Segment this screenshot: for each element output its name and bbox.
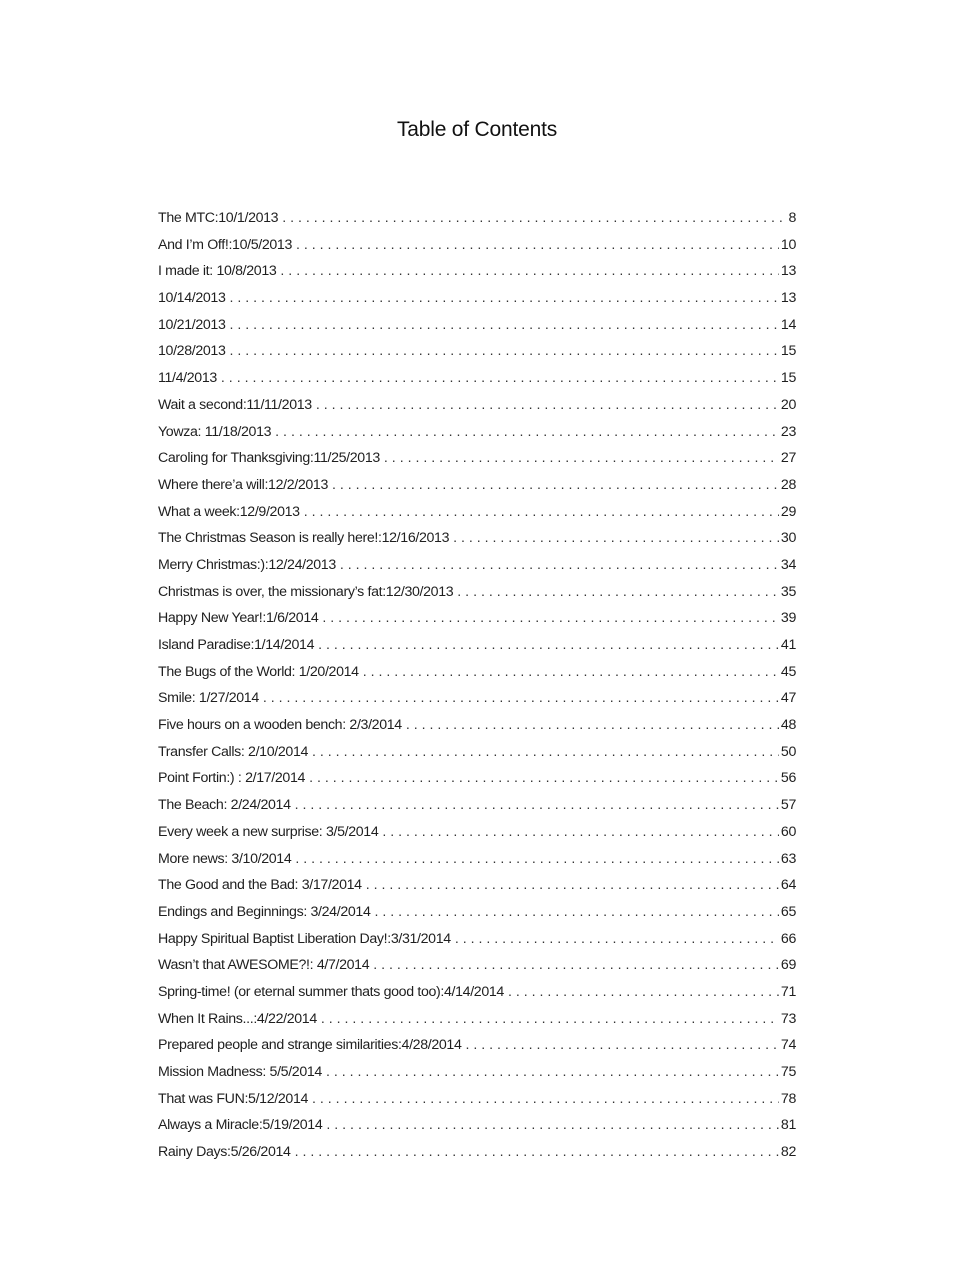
toc-entry-page-number: 75 (780, 1064, 796, 1080)
toc-entry-title: Point Fortin:) : 2/17/2014 (158, 770, 306, 787)
dot-leader (295, 1144, 779, 1160)
toc-entry[interactable] (158, 397, 796, 424)
toc-entry-page-number: 41 (780, 637, 796, 653)
dot-leader (374, 904, 778, 920)
dot-leader (340, 557, 779, 573)
toc-entry[interactable] (158, 1117, 796, 1144)
toc-entry-page-number: 50 (780, 743, 796, 760)
toc-entry-page-number: 65 (780, 903, 796, 920)
toc-entry-page-number: 73 (780, 1010, 796, 1027)
toc-entry[interactable] (158, 1144, 796, 1171)
dot-leader (363, 664, 779, 680)
toc-entry-page-number: 20 (780, 396, 796, 413)
toc-entry-title: Yowza: 11/18/2013 (158, 423, 272, 440)
dot-leader (312, 1091, 779, 1107)
dot-leader (384, 450, 779, 466)
toc-entry[interactable] (158, 1091, 796, 1118)
toc-entry-title: The Good and the Bad: 3/17/2014 (158, 877, 362, 894)
toc-entry-page-number: 14 (780, 316, 796, 333)
dot-leader (280, 263, 778, 279)
toc-entry[interactable] (158, 1011, 796, 1038)
toc-entry[interactable] (158, 690, 796, 717)
toc-entry[interactable] (158, 957, 796, 984)
toc-entry-page-number: 74 (780, 1037, 796, 1054)
toc-entry-title: Wait a second:11/11/2013 (158, 396, 312, 413)
toc-entry-page-number: 27 (780, 450, 796, 467)
toc-entry[interactable] (158, 610, 796, 637)
toc-entry[interactable] (158, 877, 796, 904)
toc-entry-page-number: 82 (780, 1144, 796, 1161)
toc-entry-title: The Bugs of the World: 1/20/2014 (158, 663, 359, 680)
toc-entry-page-number: 63 (780, 850, 796, 867)
dot-leader (457, 584, 779, 600)
dot-leader (282, 210, 786, 226)
dot-leader (318, 637, 779, 653)
dot-leader (466, 1037, 779, 1053)
toc-entry[interactable] (158, 717, 796, 744)
dot-leader (304, 504, 779, 520)
toc-entry-page-number: 47 (780, 690, 796, 707)
toc-entry-page-number: 35 (780, 583, 796, 600)
toc-entry[interactable] (158, 237, 796, 264)
toc-entry[interactable] (158, 744, 796, 771)
dot-leader (326, 1117, 779, 1133)
toc-entry[interactable] (158, 370, 796, 397)
toc-entry[interactable] (158, 584, 796, 611)
toc-entry[interactable] (158, 290, 796, 317)
toc-entry-title: Transfer Calls: 2/10/2014 (158, 743, 309, 760)
toc-entry[interactable] (158, 450, 796, 477)
dot-leader (508, 984, 779, 1000)
toc-entry-page-number: 15 (780, 370, 796, 387)
toc-entry-title: Christmas is over, the missionary’s fat:12/30/2013 (158, 583, 454, 600)
toc-entry-page-number: 39 (780, 610, 796, 627)
page-title: Table of Contents (396, 118, 558, 141)
toc-entry-title: Wasn’t that AWESOME?!: 4/7/2014 (158, 957, 370, 974)
toc-entry[interactable] (158, 904, 796, 931)
toc-entry-title: Smile: 1/27/2014 (158, 690, 259, 707)
toc-entry[interactable] (158, 664, 796, 691)
dot-leader (312, 744, 779, 760)
dot-leader (275, 424, 779, 440)
toc-entry-page-number: 15 (780, 343, 796, 360)
toc-entry-title: And I’m Off!:10/5/2013 (158, 236, 293, 253)
toc-entry-title: Merry Christmas:):12/24/2013 (158, 556, 336, 573)
toc-entry-title: Every week a new surprise: 3/5/2014 (158, 823, 379, 840)
toc-entry-page-number: 30 (780, 530, 796, 547)
toc-entry[interactable] (158, 1037, 796, 1064)
toc-entry-page-number: 13 (780, 290, 796, 307)
dot-leader (263, 690, 779, 706)
toc-entry-title: I made it: 10/8/2013 (158, 263, 277, 280)
toc-entry-title: The Beach: 2/24/2014 (158, 797, 291, 814)
toc-entry-title: Happy New Year!:1/6/2014 (158, 610, 319, 627)
toc-entry-title: Where there’a will:12/2/2013 (158, 476, 329, 493)
toc-list (158, 210, 796, 1171)
toc-entry[interactable] (158, 797, 796, 824)
dot-leader (366, 877, 779, 893)
toc-entry-page-number: 23 (780, 423, 796, 440)
dot-leader (326, 1064, 779, 1080)
toc-entry-page-number: 57 (780, 797, 796, 814)
toc-entry-page-number: 34 (780, 556, 796, 573)
toc-entry[interactable] (158, 931, 796, 958)
toc-entry[interactable] (158, 824, 796, 851)
toc-entry-title: Caroling for Thanksgiving:11/25/2013 (158, 450, 380, 467)
toc-entry-page-number: 8 (788, 210, 796, 226)
toc-entry-page-number: 10 (780, 236, 796, 253)
toc-entry-title: More news: 3/10/2014 (158, 850, 292, 867)
toc-entry-page-number: 69 (780, 957, 796, 974)
toc-entry[interactable] (158, 984, 796, 1011)
dot-leader (309, 770, 779, 786)
toc-entry[interactable] (158, 477, 796, 504)
toc-entry[interactable] (158, 770, 796, 797)
toc-entry[interactable] (158, 210, 796, 237)
toc-entry-title: Endings and Beginnings: 3/24/2014 (158, 903, 371, 920)
toc-entry-page-number: 81 (780, 1117, 796, 1134)
toc-entry[interactable] (158, 424, 796, 451)
toc-entry[interactable] (158, 557, 796, 584)
toc-entry-title: The Christmas Season is really here!:12/16/2013 (158, 530, 450, 547)
toc-entry-page-number: 13 (780, 263, 796, 280)
dot-leader (322, 610, 779, 626)
toc-entry-title: When It Rains...:4/22/2014 (158, 1010, 317, 1027)
toc-entry-page-number: 78 (780, 1090, 796, 1107)
dot-leader (332, 477, 779, 493)
toc-entry-title: 10/14/2013 (158, 290, 226, 307)
dot-leader (295, 797, 779, 813)
dot-leader (230, 317, 779, 333)
toc-entry-title: 10/28/2013 (158, 343, 226, 360)
dot-leader (321, 1011, 779, 1027)
toc-entry-page-number: 48 (780, 717, 796, 734)
toc-entry[interactable] (158, 1064, 796, 1091)
toc-entry-title: 11/4/2013 (158, 370, 217, 387)
dot-leader (296, 237, 779, 253)
dot-leader (382, 824, 779, 840)
toc-entry[interactable] (158, 317, 796, 344)
toc-entry-title: Island Paradise:1/14/2014 (158, 637, 315, 653)
dot-leader (455, 931, 779, 947)
toc-entry-title: Five hours on a wooden bench: 2/3/2014 (158, 717, 402, 734)
toc-entry-page-number: 60 (780, 823, 796, 840)
toc-entry-page-number: 64 (780, 877, 796, 894)
toc-entry-page-number: 56 (780, 770, 796, 787)
toc-entry-title: Spring-time! (or eternal summer thats good too):4/14/2014 (158, 983, 504, 1000)
dot-leader (406, 717, 779, 733)
toc-entry[interactable] (158, 263, 796, 290)
dot-leader (230, 343, 779, 359)
dot-leader (295, 851, 779, 867)
toc-entry-title: Mission Madness: 5/5/2014 (158, 1064, 322, 1080)
dot-leader (453, 530, 779, 546)
toc-entry[interactable] (158, 851, 796, 878)
toc-entry-page-number: 71 (780, 983, 796, 1000)
toc-entry-title: Rainy Days:5/26/2014 (158, 1144, 291, 1161)
toc-entry[interactable] (158, 504, 796, 531)
dot-leader (230, 290, 779, 306)
toc-entry-page-number: 45 (780, 663, 796, 680)
toc-entry-title: What a week:12/9/2013 (158, 503, 300, 520)
toc-entry[interactable] (158, 530, 796, 557)
toc-entry[interactable] (158, 343, 796, 370)
dot-leader (373, 957, 779, 973)
toc-entry-title: That was FUN:5/12/2014 (158, 1090, 309, 1107)
toc-entry-page-number: 66 (780, 930, 796, 947)
toc-entry-title: 10/21/2013 (158, 316, 226, 333)
toc-entry-page-number: 29 (780, 503, 796, 520)
dot-leader (316, 397, 779, 413)
toc-entry-title: Always a Miracle:5/19/2014 (158, 1117, 323, 1134)
toc-entry-title: Prepared people and strange similarities:4/28/2014 (158, 1037, 462, 1054)
toc-entry-title: Happy Spiritual Baptist Liberation Day!:3/31/2014 (158, 930, 451, 947)
toc-entry-title: The MTC:10/1/2013 (158, 210, 279, 226)
dot-leader (221, 370, 779, 386)
toc-entry[interactable] (158, 637, 796, 664)
toc-entry-page-number: 28 (780, 476, 796, 493)
